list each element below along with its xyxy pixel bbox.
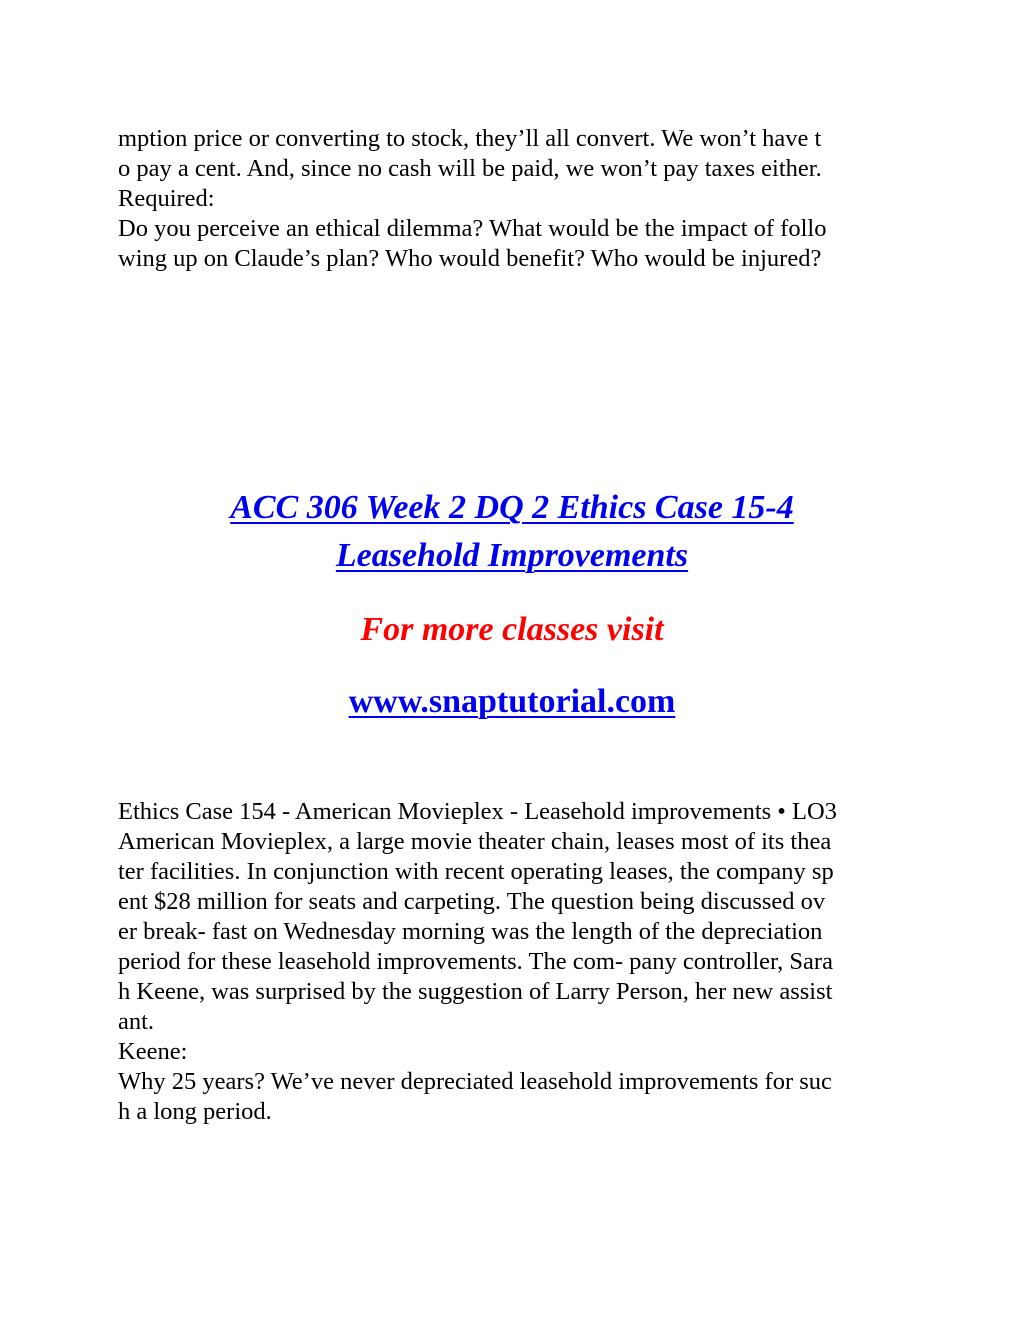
- intro-line: Required:: [118, 185, 215, 212]
- case-line: ent $28 million for seats and carpeting. The question being discussed ov: [118, 888, 826, 915]
- case-line: Ethics Case 154 - American Movieplex - Leasehold improvements • LO3: [118, 798, 837, 825]
- intro-line: mption price or converting to stock, they’ll all convert. We won’t have t: [118, 125, 822, 152]
- course-heading-link[interactable]: [230, 489, 794, 574]
- course-heading-line2: Leasehold Improvements: [335, 537, 689, 574]
- case-line: Why 25 years? We’ve never depreciated leasehold improvements for suc: [118, 1068, 832, 1095]
- case-line: ant.: [118, 1008, 155, 1035]
- case-line: ter facilities. In conjunction with recent operating leases, the company sp: [118, 858, 834, 885]
- site-line: [0, 680, 1024, 724]
- intro-line: Do you perceive an ethical dilemma? What would be the impact of follo: [118, 215, 827, 242]
- intro-line: o pay a cent. And, since no cash will be paid, we won’t pay taxes either.: [118, 155, 822, 182]
- site-link[interactable]: www.snaptutorial.com: [348, 683, 676, 720]
- case-line: h Keene, was surprised by the suggestion of Larry Person, her new assist: [118, 978, 833, 1005]
- case-line: h a long period.: [118, 1098, 272, 1125]
- case-line: er break- fast on Wednesday morning was the length of the depreciation: [118, 918, 823, 945]
- case-line: Keene:: [118, 1038, 188, 1065]
- course-heading-line1: ACC 306 Week 2 DQ 2 Ethics Case 15-4: [230, 489, 794, 526]
- case-paragraph: [118, 797, 910, 1127]
- intro-line: wing up on Claude’s plan? Who would benefit? Who would be injured?: [118, 245, 822, 272]
- promo-text: For more classes visit: [360, 611, 664, 648]
- case-line: American Movieplex, a large movie theater chain, leases most of its thea: [118, 828, 832, 855]
- case-line: period for these leasehold improvements. The com- pany controller, Sara: [118, 948, 833, 975]
- intro-paragraph: [118, 124, 910, 274]
- course-heading: [0, 484, 1024, 580]
